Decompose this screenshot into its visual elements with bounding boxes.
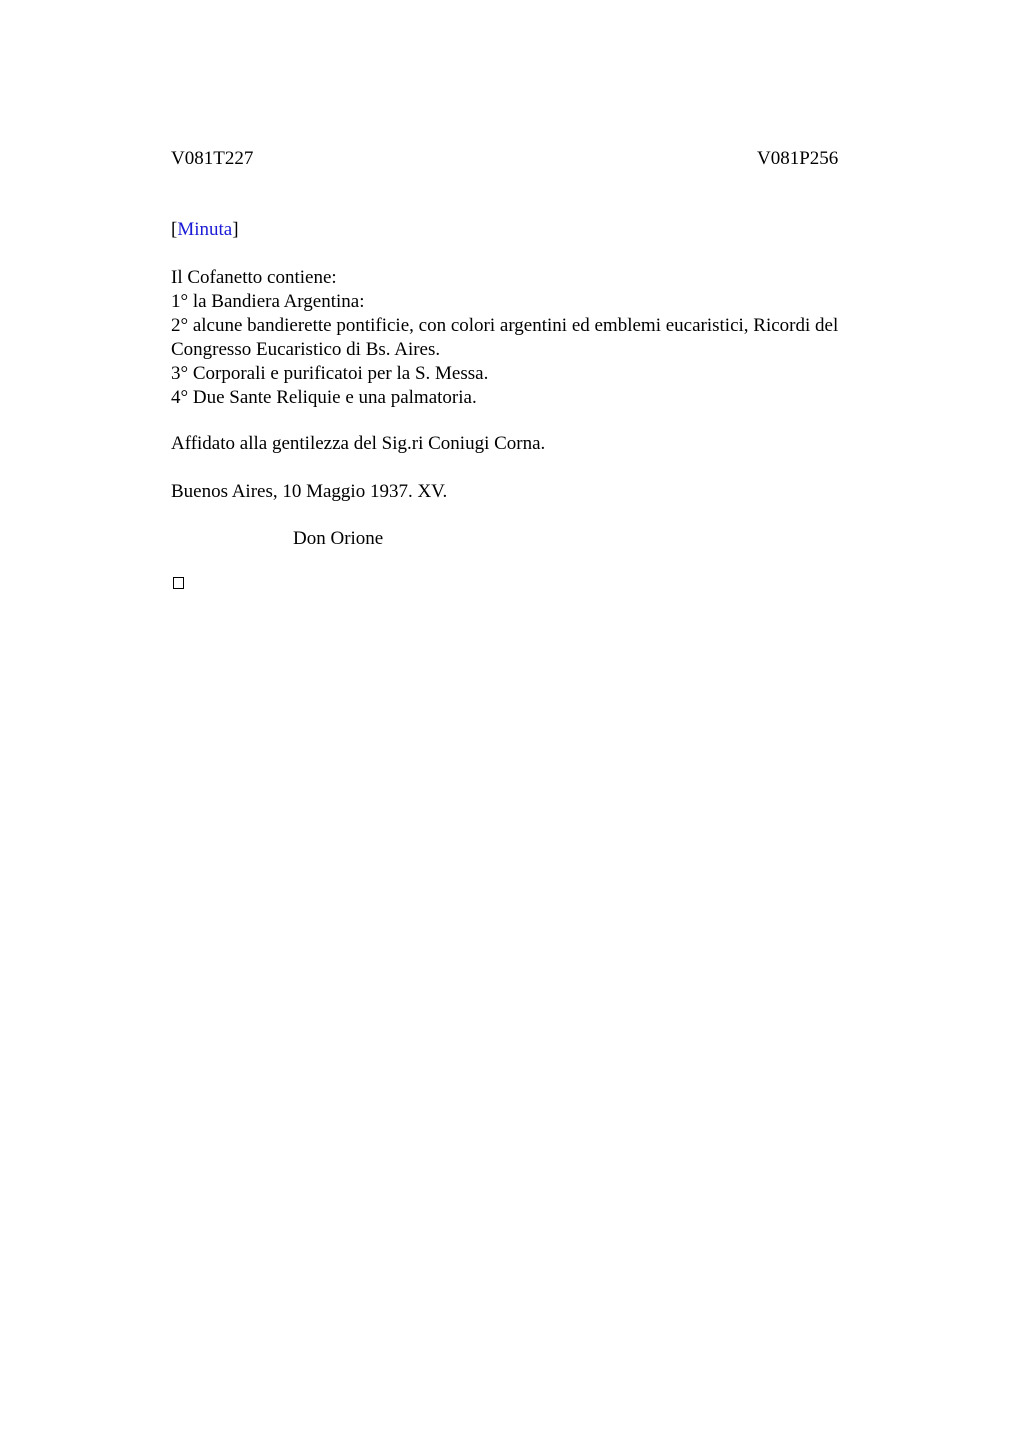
entrusted-line: Affidato alla gentilezza del Sig.ri Coniugi Corna. xyxy=(171,433,546,454)
document-code-right: V081P256 xyxy=(757,148,839,169)
letter-body xyxy=(171,266,911,410)
contents-item: 2° alcune bandierette pontificie, con colori argentini ed emblemi eucaristici, Ricordi del Congresso Eucaristico di Bs. Aires. xyxy=(171,315,839,360)
contents-intro: Il Cofanetto contiene: xyxy=(171,267,337,288)
empty-square-icon xyxy=(173,577,184,589)
contents-item: 3° Corporali e purificatoi per la S. Messa. xyxy=(171,363,489,384)
note-open-bracket: [ xyxy=(171,219,178,240)
document-code-left: V081T227 xyxy=(171,148,254,169)
note-label: Minuta xyxy=(177,219,233,240)
contents-item: 1° la Bandiera Argentina: xyxy=(171,291,365,312)
contents-item: 4° Due Sante Reliquie e una palmatoria. xyxy=(171,387,477,408)
place-date: Buenos Aires, 10 Maggio 1937. XV. xyxy=(171,481,448,502)
signature: Don Orione xyxy=(293,528,384,549)
draft-note xyxy=(171,218,239,242)
note-close-bracket: ] xyxy=(232,219,239,240)
